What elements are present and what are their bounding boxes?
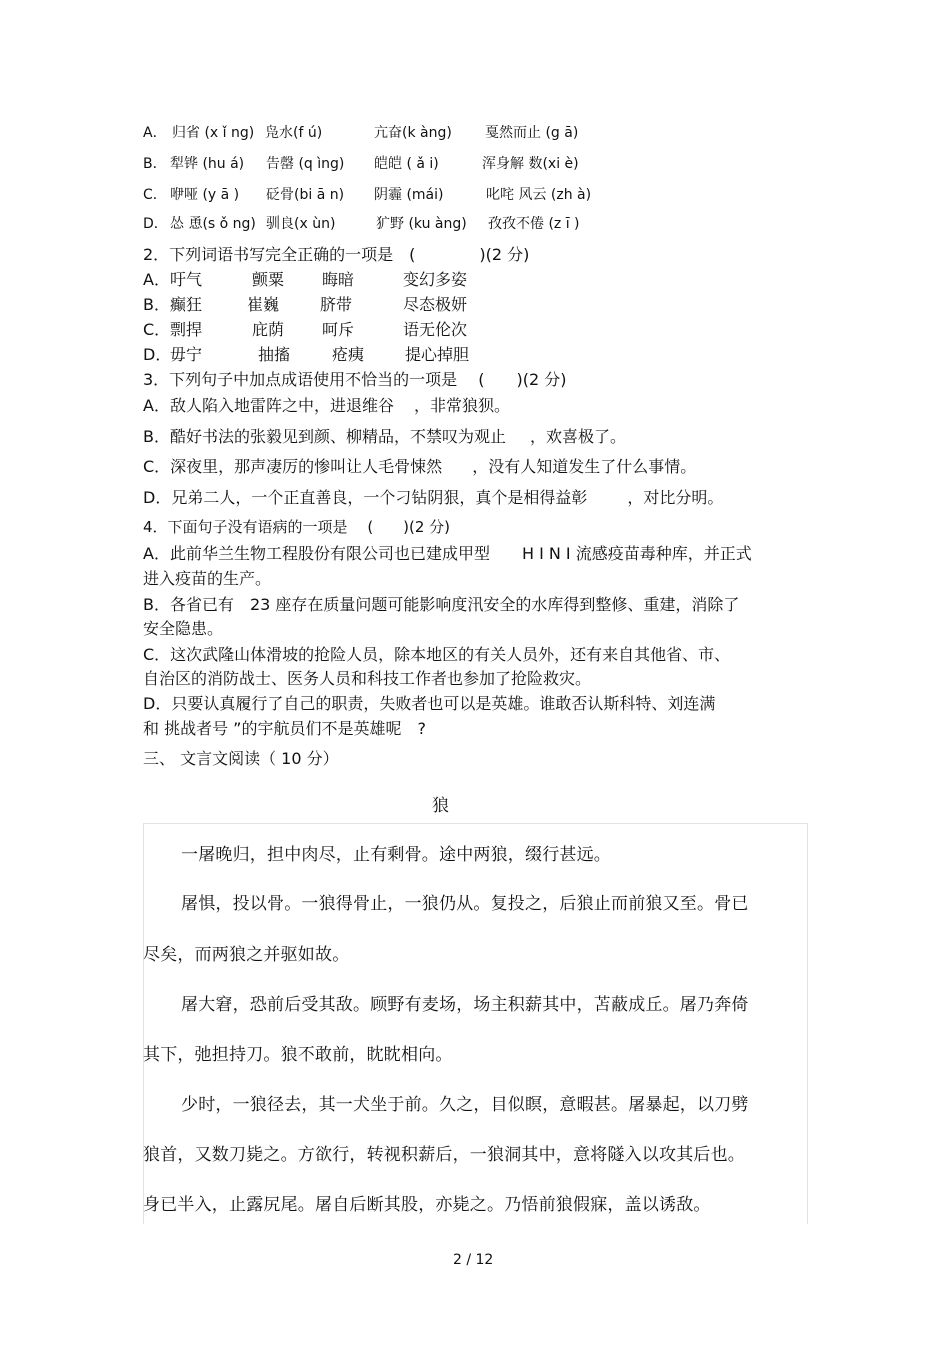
option-text: C．深夜里，那声凄厉的惨叫让人毛骨悚然 (143, 457, 443, 476)
option-tail: ，对比分明。 (627, 488, 724, 507)
option-item: 毋宁 (170, 345, 203, 364)
option-item: 犷野 (ku àng) (376, 216, 467, 232)
q4-line: 进入疫苗的生产。 (143, 569, 272, 588)
passage-line: 少时，一狼径去，其一犬坐于前。久之，目似瞑，意暇甚。屠暴起，以刀劈 (181, 1095, 749, 1115)
option-item: 变幻多姿 (403, 270, 468, 289)
option-letter: B． (143, 295, 170, 314)
option-item: 晦暗 (322, 270, 355, 289)
q4-stem: 4．下面句子没有语病的一项是 ( )(2 分) (143, 518, 451, 536)
option-item: 归省 (x ǐ ng) (172, 125, 255, 141)
option-text: A．敌人陷入地雷阵之中，进退维谷 (143, 396, 394, 415)
q3-stem: 3．下列句子中加点成语使用不恰当的一项是 ( )(2 分) (143, 370, 567, 389)
option-item: 皑皑 ( ǎ i) (374, 156, 439, 172)
q4-line: D．只要认真履行了自己的职责，失败者也可以是英雄。谁敢否认斯科特、刘连满 (143, 694, 716, 713)
option-item: 抽搐 (258, 345, 291, 364)
passage-line: 狼首，又数刀毙之。方欲行，转视积薪后，一狼洞其中，意将隧入以攻其后也。 (143, 1145, 745, 1165)
option-letter: B． (143, 156, 167, 172)
option-letter: D． (143, 216, 168, 232)
q4-line: B．各省已有 23 座存在质量问题可能影响度汛安全的水库得到整修、重建，消除了 (143, 595, 740, 614)
passage-line: 其下，弛担持刀。狼不敢前，眈眈相向。 (143, 1045, 453, 1065)
option-letter: C． (143, 320, 171, 339)
option-item: 颤粟 (252, 270, 285, 289)
option-item: 凫水(f ú) (265, 125, 323, 141)
option-item: 脐带 (320, 295, 353, 314)
q4-line: 和 挑战者号 ”的宇航员们不是英雄呢 ? (143, 719, 426, 738)
option-item: 语无伦次 (403, 320, 468, 339)
option-item: 孜孜不倦 (z ī ) (488, 216, 580, 232)
q4-line: 自治区的消防战士、医务人员和科技工作者也参加了抢险救灾。 (143, 669, 592, 688)
option-item: 呵斥 (322, 320, 355, 339)
option-text: D．兄弟二人，一个正直善良，一个刁钻阴狠，真个是相得益彰 (143, 488, 588, 507)
section-heading: 三、 文言文阅读（ 10 分） (143, 749, 339, 768)
q4-line: C．这次武隆山体滑坡的抢险人员，除本地区的有关人员外，还有来自其他省、市、 (143, 645, 731, 664)
option-item: 提心掉胆 (405, 345, 470, 364)
page-number: 2 / 12 (453, 1252, 494, 1268)
option-item: 犁铧 (hu á) (170, 156, 245, 172)
option-item: 戛然而止 (g ā) (485, 125, 579, 141)
option-item: 咿哑 (y ā ) (170, 187, 240, 203)
passage-line: 一屠晚归，担中肉尽，止有剩骨。途中两狼，缀行甚远。 (181, 845, 611, 865)
option-text: B．酷好书法的张毅见到颜、柳精品，不禁叹为观止 (143, 427, 506, 446)
option-letter: C． (143, 187, 167, 203)
option-item: 庇荫 (252, 320, 285, 339)
option-letter: A． (143, 125, 167, 141)
option-tail: ，非常狼狈。 (413, 396, 510, 415)
option-item: 尽态极妍 (403, 295, 468, 314)
option-item: 浑身解 数(xi è) (482, 156, 579, 172)
passage-line: 身已半入，止露尻尾。屠自后断其股，亦毙之。乃悟前狼假寐，盖以诱敌。 (143, 1195, 711, 1215)
option-item: 砭骨(bi ā n) (266, 187, 345, 203)
passage-line: 屠大窘，恐前后受其敌。顾野有麦场，场主积薪其中，苫蔽成丘。屠乃奔倚 (181, 995, 749, 1015)
option-item: 阴霾 (mái) (374, 187, 444, 203)
q2-stem: 2．下列词语书写完全正确的一项是 ( )(2 分) (143, 245, 530, 264)
option-letter: D． (143, 345, 172, 364)
option-item: 剽捍 (170, 320, 203, 339)
q3-option-c (143, 454, 696, 477)
option-item: 驯良(x ùn) (266, 216, 336, 232)
passage-line: 屠惧，投以骨。一狼得骨止，一狼仍从。复投之，后狼止而前狼又至。骨已 (181, 894, 749, 914)
q4-line: A．此前华兰生物工程股份有限公司也已建成甲型 H I N I 流感疫苗毒种库，并正式 (143, 544, 752, 563)
option-item: 亢奋(k àng) (374, 125, 452, 141)
q4-line: 安全隐患。 (143, 619, 224, 638)
passage-line: 尽矣，而两狼之并驱如故。 (143, 945, 350, 965)
option-tail: ，欢喜极了。 (529, 427, 626, 446)
q3-option-b (143, 424, 626, 447)
option-item: 怂 恿(s ǒ ng) (170, 216, 256, 232)
q3-option-d (143, 485, 723, 508)
passage-title: 狼 (432, 796, 449, 816)
option-item: 崔巍 (247, 295, 280, 314)
option-item: 叱咤 风云 (zh à) (486, 187, 592, 203)
option-item: 吁气 (170, 270, 203, 289)
option-item: 癫狂 (170, 295, 203, 314)
q3-option-a (143, 393, 510, 416)
option-letter: A． (143, 270, 170, 289)
option-tail: ，没有人知道发生了什么事情。 (472, 457, 697, 476)
option-item: 告罄 (q ìng) (266, 156, 345, 172)
option-item: 疮痍 (332, 345, 365, 364)
